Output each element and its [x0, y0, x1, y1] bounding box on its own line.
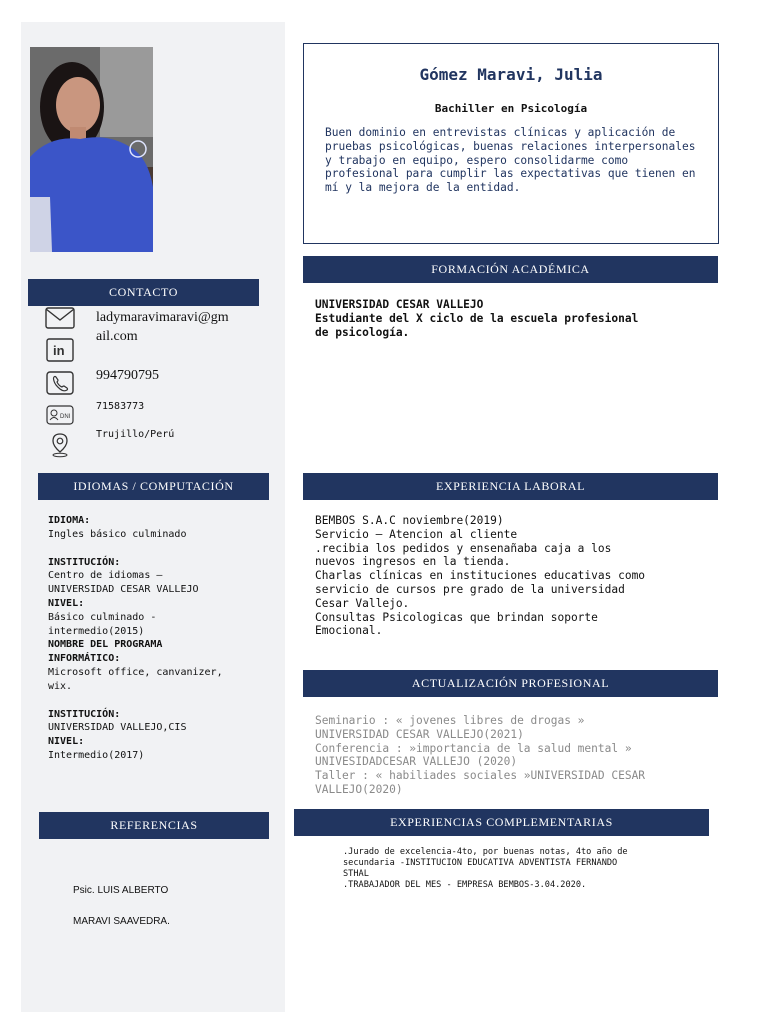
education-text: UNIVERSIDAD CESAR VALLEJO Estudiante del X ciclo de la escuela profesional de psicología. — [315, 298, 639, 339]
section-experiencia-header: EXPERIENCIA LABORAL — [303, 473, 718, 500]
email-line-2: ail.com — [96, 329, 138, 344]
institucion-2-label: INSTITUCIÓN: — [48, 708, 121, 720]
section-formacion-header: FORMACIÓN ACADÉMICA — [303, 256, 718, 283]
section-actualizacion-header: ACTUALIZACIÓN PROFESIONAL — [303, 670, 718, 697]
section-contacto-header: CONTACTO — [28, 279, 259, 306]
section-referencias-header: REFERENCIAS — [39, 812, 269, 839]
reference-name-line-2: MARAVI SAAVEDRA. — [73, 916, 170, 927]
id-card-icon — [44, 402, 76, 428]
profile-summary: Buen dominio en entrevistas clínicas y aplicación de pruebas psicológicas, buenas relaciones interpersonales y trabajo en equipo, espero consolidarme como profesional para cumplir las expectativas que tienen en mí y la mejora de la entidad. — [325, 126, 696, 195]
programa-value: Microsoft office, canvanizer, wix. — [48, 666, 223, 692]
profile-photo — [30, 47, 153, 252]
idioma-value: Ingles básico culminado — [48, 528, 187, 540]
institucion-2-value: UNIVERSIDAD VALLEJO,CIS — [48, 722, 187, 734]
linkedin-icon[interactable] — [44, 337, 76, 363]
profile-box — [303, 43, 719, 244]
nivel-label: NIVEL: — [48, 597, 85, 609]
programa-label: NOMBRE DEL PROGRAMA INFORMÁTICO: — [48, 639, 163, 665]
mail-icon — [44, 305, 76, 331]
email-line-1: ladymaravimaravi@gm — [96, 310, 229, 325]
photo-illustration — [30, 47, 153, 252]
contact-dni: 71583773 — [96, 401, 145, 412]
nivel-2-label: NIVEL: — [48, 736, 85, 748]
linkedin-icon-text: in — [53, 343, 65, 358]
phone-icon — [44, 370, 76, 396]
complementary-text: .Jurado de excelencia-4to, por buenas notas, 4to año de secundaria -INSTITUCION EDUCATIVA ADVENTISTA FERNANDO STHAL .TRABAJADOR DEL MES - EMPRESA BEMBOS-3.04.2020. — [343, 847, 628, 890]
contact-location: Trujillo/Perú — [96, 429, 175, 440]
section-idiomas-header: IDIOMAS / COMPUTACIÓN — [38, 473, 269, 500]
contact-email[interactable] — [96, 308, 229, 346]
experience-text: BEMBOS S.A.C noviembre(2019) Servicio – Atencion al cliente .recibia los pedidos y ensenañaba caja a los nuevos ingresos en la tienda. Charlas clínicas en instituciones educativas como servicio de cursos pre grado de la universidad Cesar Vallejo. Consultas Psicologicas que brindan soporte Emocional. — [315, 514, 646, 638]
institucion-value: Centro de idiomas – UNIVERSIDAD CESAR VALLEJO — [48, 570, 199, 596]
location-pin-icon — [44, 432, 76, 458]
dni-icon-text: DNI — [60, 414, 71, 420]
nivel-2-value: Intermedio(2017) — [48, 749, 145, 761]
degree-title: Bachiller en Psicología — [434, 102, 588, 115]
contact-phone[interactable]: 994790795 — [96, 368, 159, 383]
languages-block — [48, 514, 278, 763]
section-complementarias-header: EXPERIENCIAS COMPLEMENTARIAS — [294, 809, 709, 836]
reference-name-line-1: Psic. LUIS ALBERTO — [73, 885, 169, 896]
idioma-label: IDIOMA: — [48, 515, 91, 526]
updates-text: Seminario : « jovenes libres de drogas » UNIVERSIDAD CESAR VALLEJO(2021) Conferencia : »importancia de la salud mental » UNIVESIDADCESAR VALLEJO (2020) Taller : « habiliades sociales »UNIVERSIDAD CESAR VALLEJO(2020) — [315, 714, 646, 796]
nivel-value: Básico culminado - intermedio(2015) — [48, 611, 157, 637]
full-name: Gómez Maravi, Julia — [419, 65, 603, 84]
institucion-label: INSTITUCIÓN: — [48, 556, 121, 568]
